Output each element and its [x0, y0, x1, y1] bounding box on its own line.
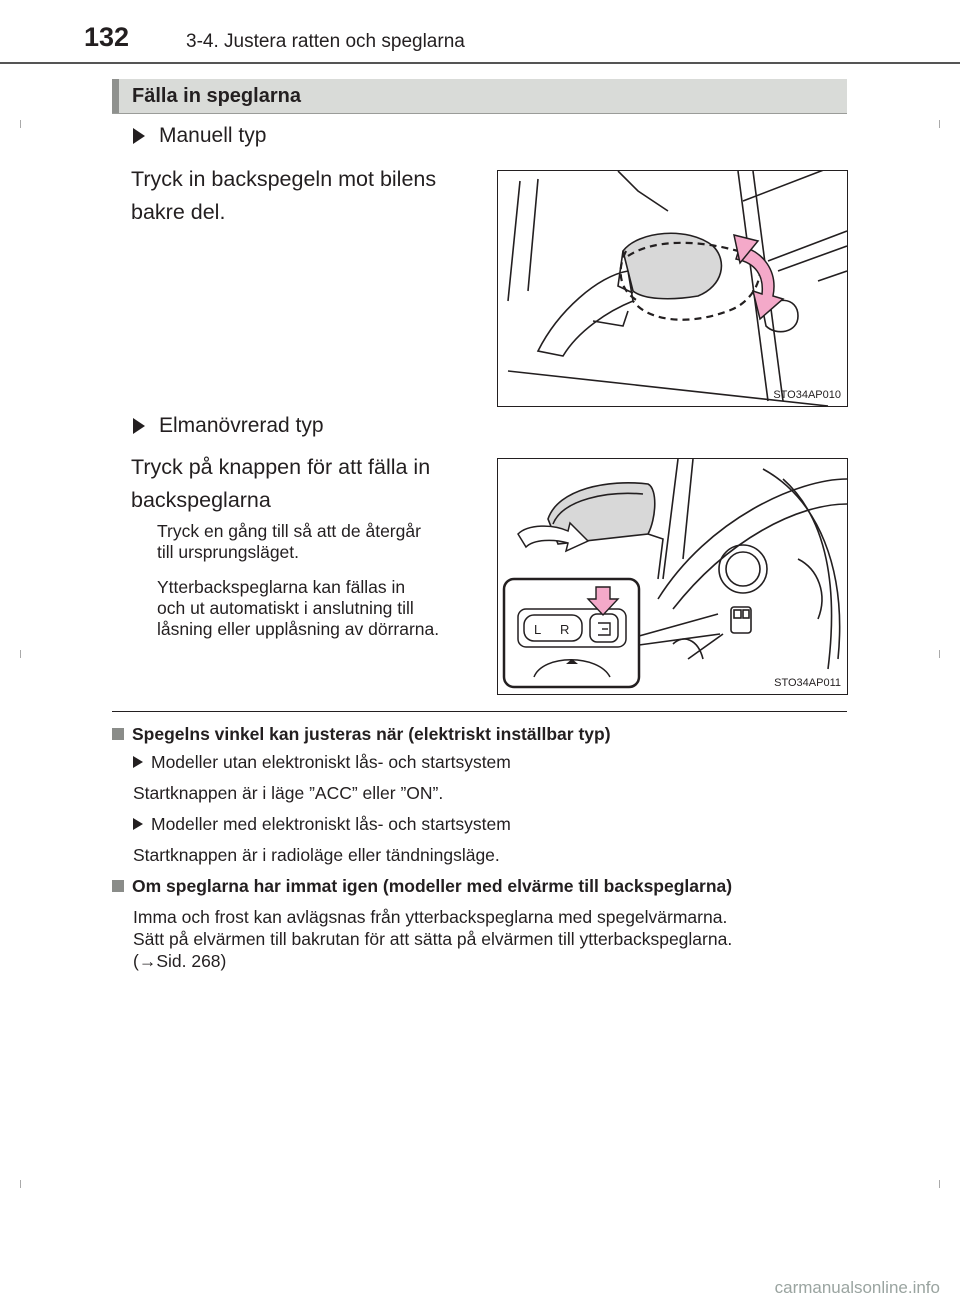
info-item-2-label	[133, 814, 511, 835]
manual-mirror-illustration	[498, 171, 847, 406]
info-heading-1	[112, 724, 611, 745]
info-paragraph	[133, 906, 853, 972]
electric-instruction-line1: Tryck på knappen för att fälla in	[131, 455, 431, 479]
crop-mark	[20, 650, 21, 658]
bullet-triangle-icon	[133, 756, 143, 768]
manual-type-label: Manuell typ	[159, 124, 267, 147]
section-divider	[112, 711, 847, 712]
header-rule	[0, 62, 960, 64]
info-heading-1-text: Spegelns vinkel kan justeras när (elektriskt inställbar typ)	[132, 724, 611, 744]
electric-instruction	[131, 451, 477, 517]
electric-instruction-line2: backspeglarna	[131, 488, 271, 512]
manual-instruction-line1: Tryck in backspegeln mot bilens	[131, 167, 437, 191]
section-title-bar	[112, 79, 119, 113]
reference-arrow-icon: →	[138, 951, 157, 971]
chapter-title: 3-4. Justera ratten och speglarna	[186, 31, 465, 52]
section-title: Fälla in speglarna	[132, 85, 301, 107]
info-paragraph-line2: Sätt på elvärmen till bakrutan för att sätta på elvärmen till ytterbackspeglarna.	[133, 929, 733, 949]
electric-note-1	[157, 521, 477, 563]
watermark: carmanualsonline.info	[774, 1278, 940, 1297]
info-item-1-label-text: Modeller utan elektroniskt lås- och startsystem	[151, 752, 511, 772]
manual-instruction	[131, 163, 477, 229]
manual-instruction-line2: bakre del.	[131, 200, 226, 224]
electric-note-1-line2: till ursprungsläget.	[157, 542, 300, 562]
bullet-triangle-icon	[133, 418, 145, 434]
crop-mark	[939, 650, 940, 658]
crop-mark	[939, 120, 940, 128]
electric-type-subhead	[133, 414, 324, 438]
info-item-1-text: Startknappen är i läge ”ACC” eller ”ON”.	[133, 783, 444, 803]
section-title-box	[112, 79, 847, 114]
page-number: 132	[84, 22, 130, 52]
switch-left-label: L	[534, 622, 542, 637]
figure-code: STO34AP011	[774, 677, 841, 689]
electric-note-2-line2: och ut automatiskt i anslutning till	[157, 598, 414, 618]
info-heading-2-text: Om speglarna har immat igen (modeller med elvärme till backspeglarna)	[132, 876, 733, 896]
electric-note-2-line3: låsning eller upplåsning av dörrarna.	[157, 619, 440, 639]
electric-note-2-line1: Ytterbackspeglarna kan fällas in	[157, 577, 406, 597]
electric-mirror-illustration	[498, 459, 847, 694]
manual-mirror-figure	[497, 170, 848, 407]
info-heading-2	[112, 876, 732, 897]
info-item-1-label	[133, 752, 511, 773]
bullet-triangle-icon	[133, 818, 143, 830]
info-paragraph-line1: Imma och frost kan avlägsnas från ytterbackspeglarna med spegelvärmarna.	[133, 907, 728, 927]
crop-mark	[20, 120, 21, 128]
figure-code: STO34AP010	[773, 389, 841, 401]
manual-type-subhead	[133, 124, 266, 148]
square-bullet-icon	[112, 728, 124, 740]
info-item-2-text: Startknappen är i radioläge eller tändningsläge.	[133, 845, 500, 865]
electric-note-1-line1: Tryck en gång till så att de återgår	[157, 521, 421, 541]
crop-mark	[939, 1180, 940, 1188]
page-reference-link[interactable]: Sid. 268	[156, 951, 221, 971]
square-bullet-icon	[112, 880, 124, 892]
bullet-triangle-icon	[133, 128, 145, 144]
electric-mirror-figure	[497, 458, 848, 695]
electric-note-2	[157, 577, 477, 640]
electric-type-label: Elmanövrerad typ	[159, 414, 324, 437]
switch-right-label: R	[560, 622, 570, 637]
info-item-2-label-text: Modeller med elektroniskt lås- och startsystem	[151, 814, 511, 834]
crop-mark	[20, 1180, 21, 1188]
info-paragraph-line3: (→Sid. 268)	[133, 951, 227, 971]
